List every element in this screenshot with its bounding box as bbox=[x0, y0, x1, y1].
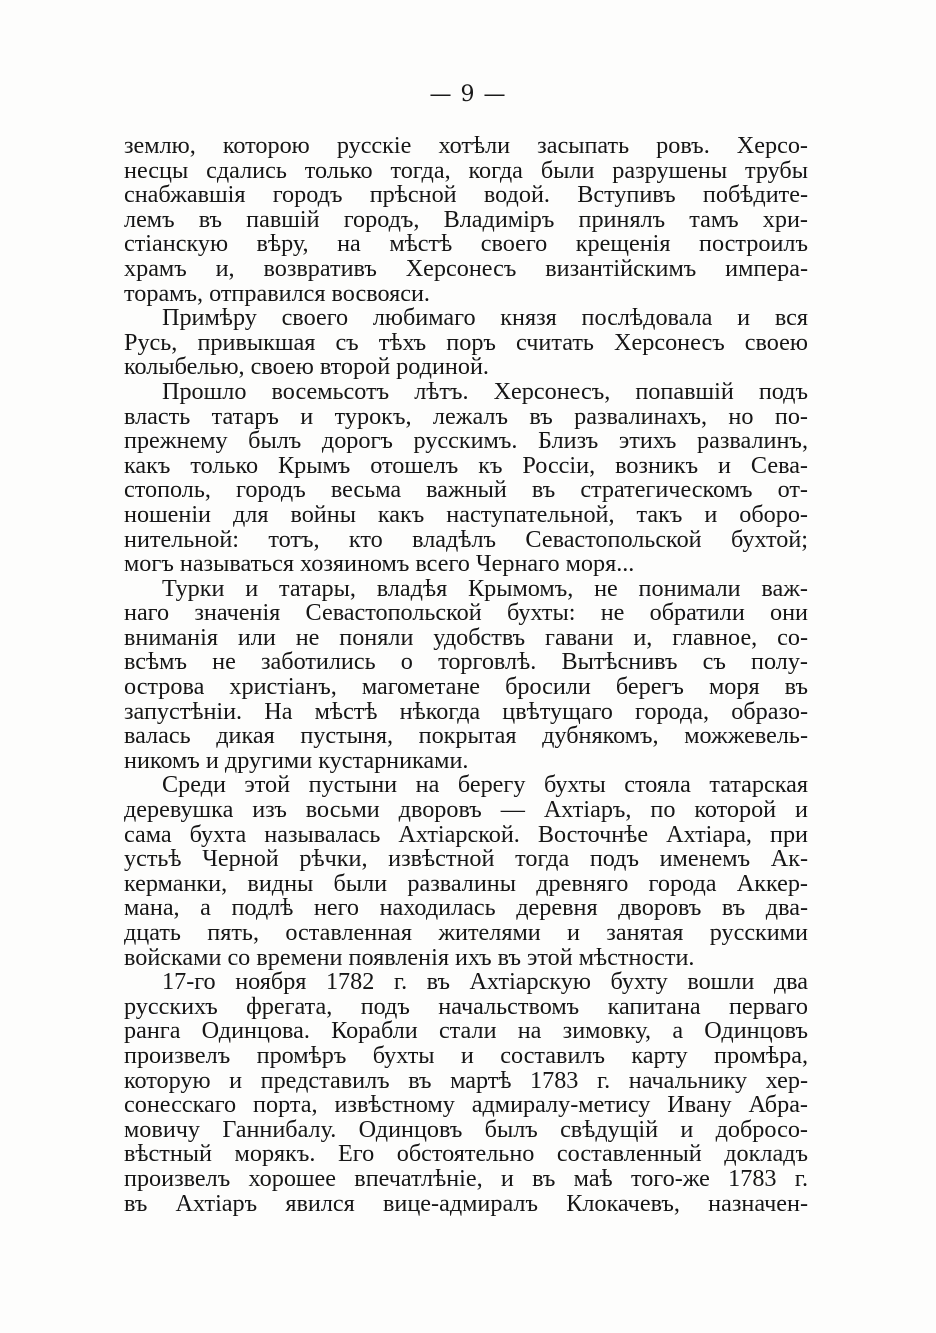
text-line: русскихъ фрегата, подъ начальствомъ капитана перваго bbox=[124, 992, 808, 1020]
text-line: ношеніи для войны какъ наступательной, такъ и оборо- bbox=[124, 500, 808, 528]
text-line: произвелъ промѣръ бухты и составилъ карту промѣра, bbox=[124, 1041, 808, 1069]
text-line: устьѣ Черной рѣчки, извѣстной тогда подъ именемъ Ак- bbox=[124, 845, 808, 873]
text-line: 17-го ноября 1782 г. въ Ахтіарскую бухту вошли два bbox=[162, 968, 808, 996]
text-line: землю, которою русскіе хотѣли засыпать ровъ. Херсо- bbox=[124, 132, 808, 159]
text-line: храмъ и, возвративъ Херсонесъ византійскимъ импера- bbox=[124, 254, 808, 282]
text-line: лемъ въ павшій городъ, Владиміръ принялъ тамъ хри- bbox=[124, 205, 808, 233]
text-line: торамъ, отправился восвояси. bbox=[124, 279, 430, 307]
text-line: въ Ахтіаръ явился вице-адмиралъ Клокачевъ, назначен- bbox=[124, 1189, 808, 1217]
text-line: керманки, видны были развалины древняго города Аккер- bbox=[124, 869, 808, 897]
text-line: дцать пять, оставленная жителями и занятая русскими bbox=[124, 919, 808, 946]
text-line: Турки и татары, владѣя Крымомъ, не понимали важ- bbox=[162, 574, 808, 602]
text-line: нительной: тотъ, кто владѣлъ Севастопольской бухтой; bbox=[124, 525, 808, 553]
text-line: Русь, привыкшая съ тѣхъ поръ считать Херсонесъ своею bbox=[124, 328, 808, 356]
text-line: ранга Одинцова. Корабли стали на зимовку, а Одинцовъ bbox=[124, 1017, 808, 1045]
text-line: которую и представилъ въ мартѣ 1783 г. начальнику хер- bbox=[124, 1066, 808, 1094]
text-line: сонесскаго порта, извѣстному адмиралу-метису Ивану Абра- bbox=[124, 1091, 808, 1119]
text-line: вниманія или не поняли удобствъ гавани и, главное, со- bbox=[124, 623, 808, 651]
text-line: мана, а подлѣ него находилась деревня дворовъ въ два- bbox=[124, 894, 808, 922]
text-line: власть татаръ и турокъ, лежалъ въ развалинахъ, но по- bbox=[124, 402, 808, 430]
text-line: Прошло восемьсотъ лѣтъ. Херсонесъ, попавшій подъ bbox=[162, 377, 808, 405]
text-line: Среди этой пустыни на берегу бухты стояла татарская bbox=[162, 771, 808, 799]
text-line: никомъ и другими кустарниками. bbox=[124, 746, 469, 774]
page-number: — 9 — bbox=[429, 82, 507, 107]
text-line: прежнему былъ дорогъ русскимъ. Близъ этихъ развалинъ, bbox=[124, 427, 808, 455]
text-line: запустѣніи. На мѣстѣ нѣкогда цвѣтущаго города, образо- bbox=[124, 697, 808, 725]
text-line: несцы сдались только тогда, когда были разрушены трубы bbox=[124, 156, 808, 184]
text-line: валась дикая пустыня, покрытая дубнякомъ, можжевель- bbox=[124, 722, 808, 750]
text-line: стіанскую вѣру, на мѣстѣ своего крещенія построилъ bbox=[124, 230, 808, 258]
text-line: стополь, городъ весьма важный въ стратегическомъ от- bbox=[124, 476, 808, 504]
text-line: войсками со времени появленія ихъ въ этой мѣстности. bbox=[124, 943, 695, 971]
text-line: наго значенія Севастопольской бухты: не обратили они bbox=[124, 599, 808, 627]
text-line: колыбелью, своею второй родиной. bbox=[124, 353, 489, 381]
text-line: какъ только Крымъ отошелъ къ Россіи, возникъ и Сева- bbox=[124, 451, 808, 479]
text-line: всѣмъ не заботились о торговлѣ. Вытѣснивъ съ полу- bbox=[124, 648, 808, 676]
text-line: деревушка изъ восьми дворовъ — Ахтіаръ, по которой и bbox=[124, 796, 808, 824]
text-line: произвелъ хорошее впечатлѣніе, и въ маѣ того-же 1783 г. bbox=[124, 1164, 808, 1192]
text-line: сама бухта называлась Ахтіарской. Восточнѣе Ахтіара, при bbox=[124, 820, 808, 848]
text-line: могъ называться хозяиномъ всего Чернаго моря... bbox=[124, 550, 635, 578]
text-line: снабжавшія городъ прѣсной водой. Вступивъ побѣдите- bbox=[124, 181, 808, 209]
text-line: Примѣру своего любимаго князя послѣдовала и вся bbox=[162, 304, 808, 332]
text-line: острова христіанъ, магометане бросили берегъ моря въ bbox=[124, 673, 808, 701]
text-line: вѣстный морякъ. Его обстоятельно составленный докладъ bbox=[124, 1140, 808, 1168]
text-line: мовичу Ганнибалу. Одинцовъ былъ свѣдущій и добросо- bbox=[124, 1115, 808, 1143]
page-body bbox=[124, 134, 808, 1216]
